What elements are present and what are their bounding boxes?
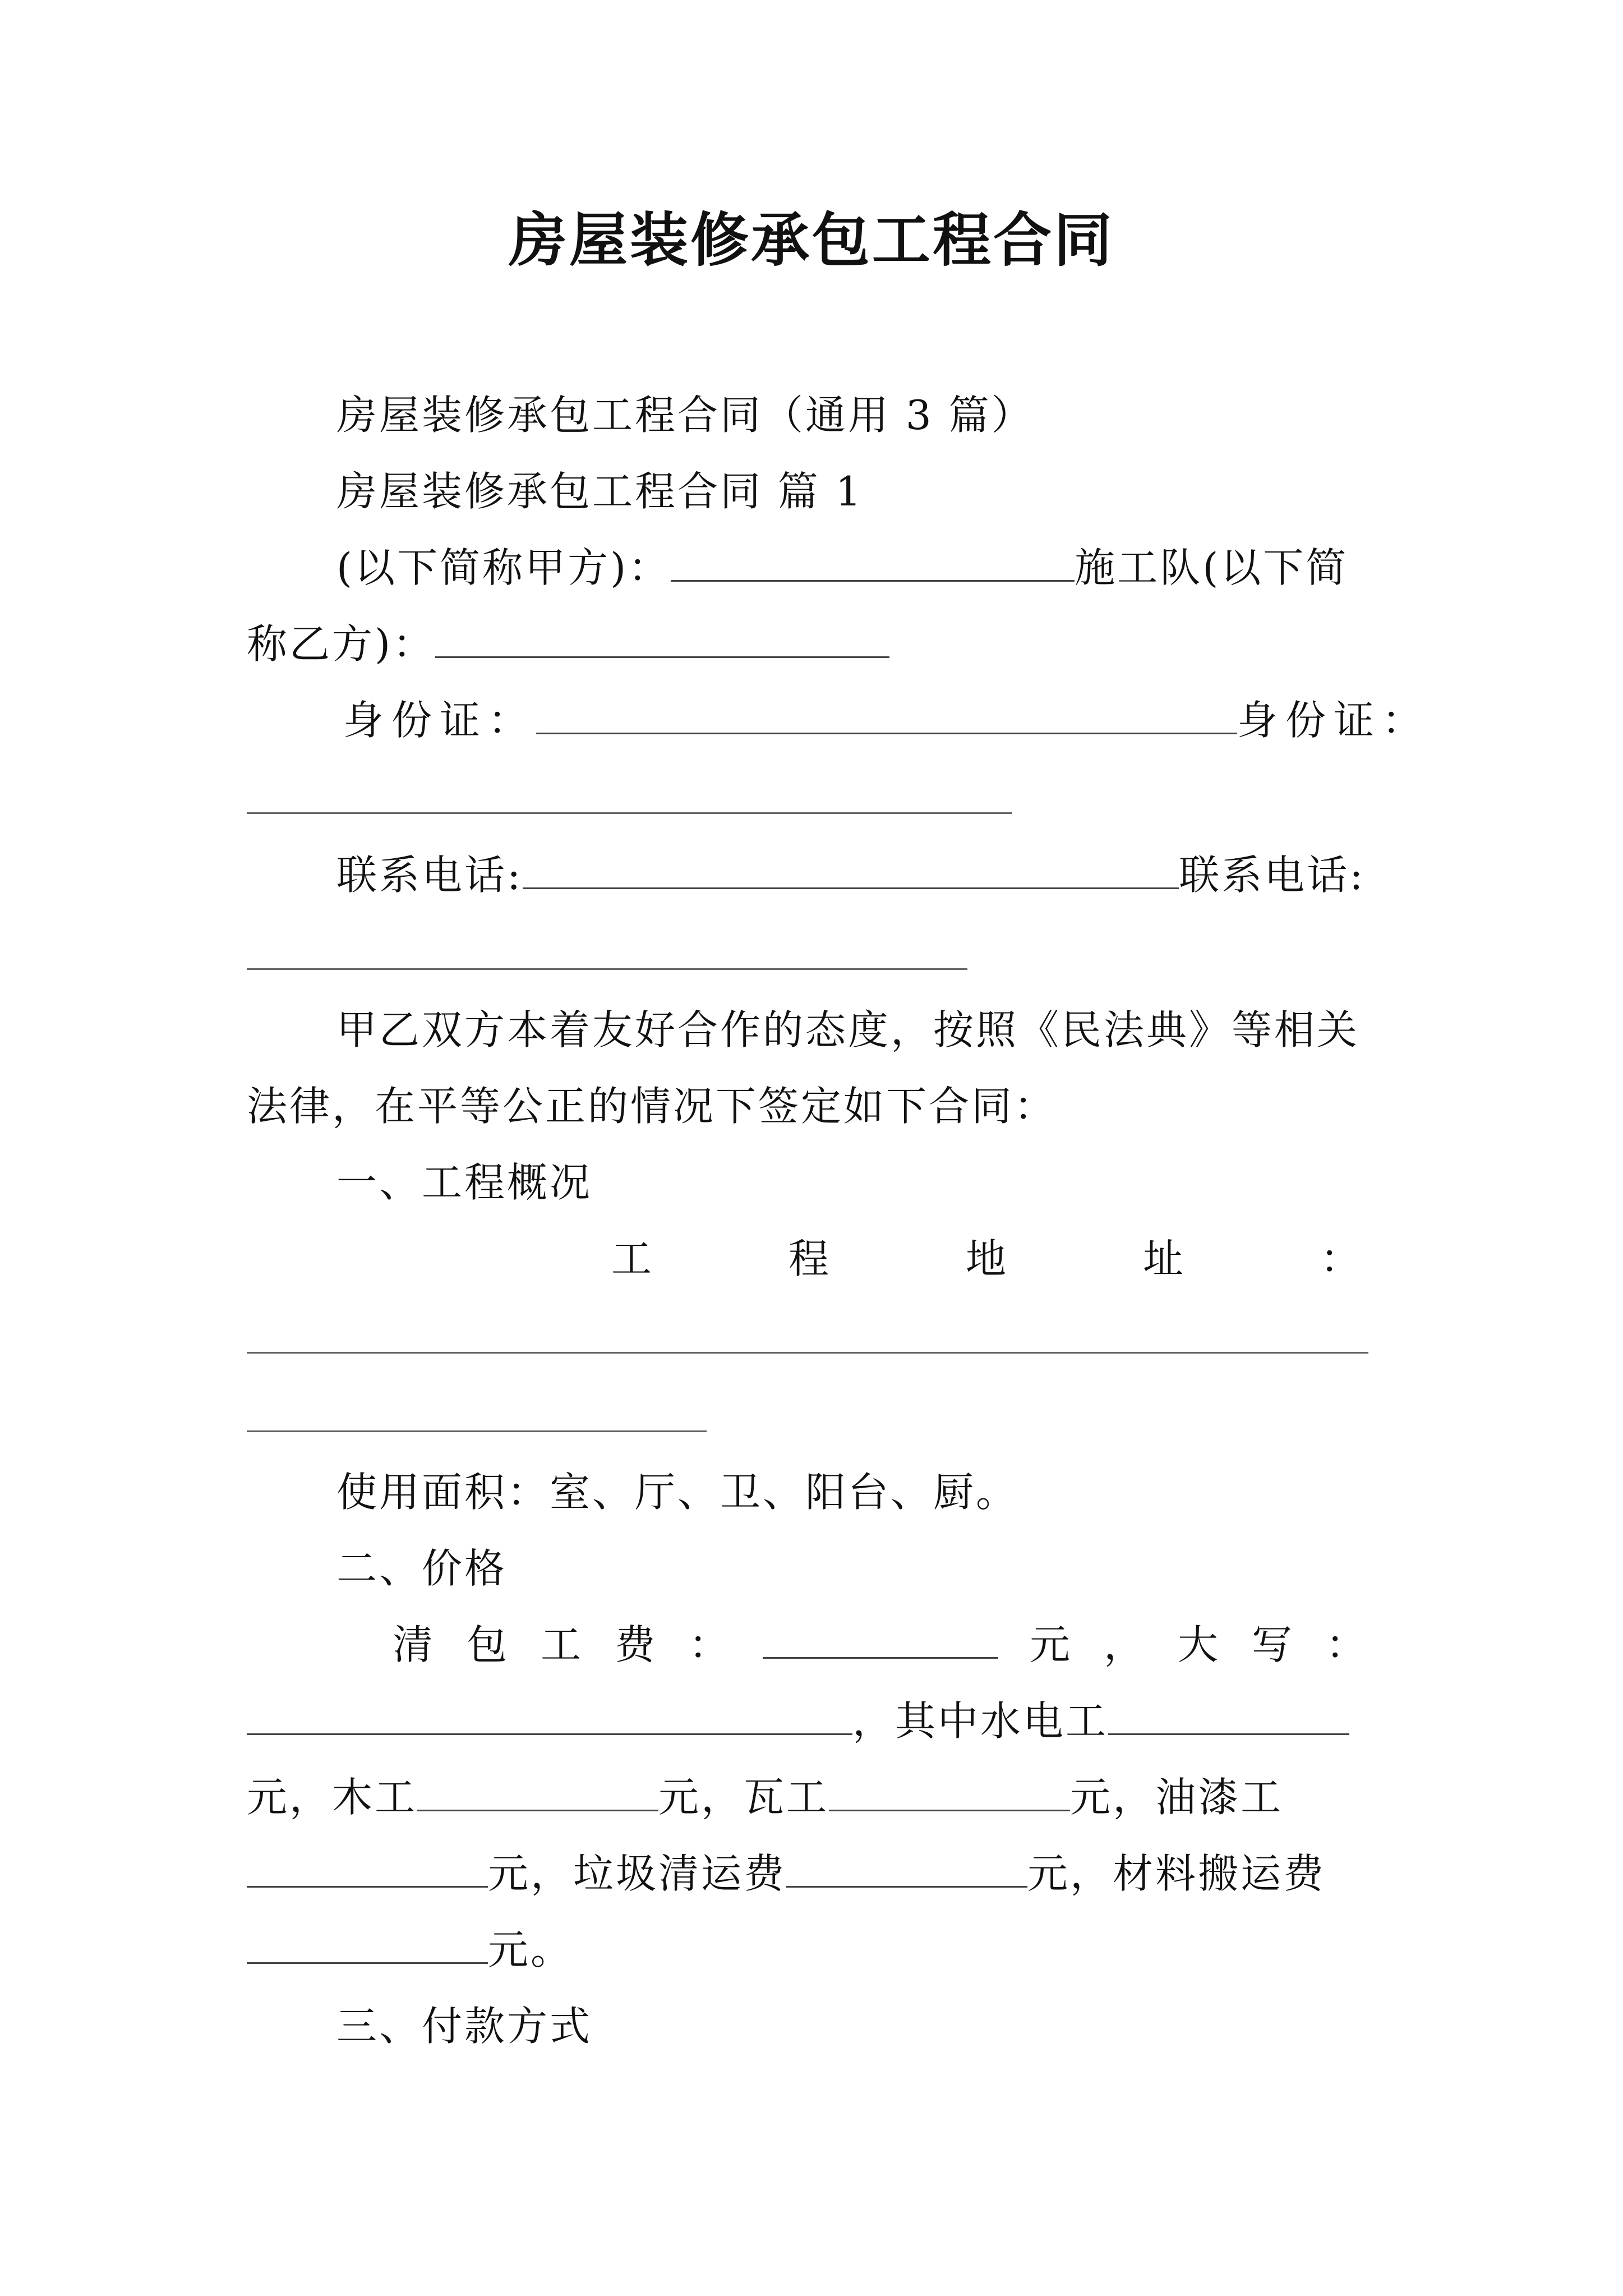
party-b-line: [247, 616, 889, 672]
daxie-char: 大: [1177, 1621, 1220, 1668]
price-char: ：: [689, 1621, 732, 1668]
id-label-b: 身份证：: [1237, 697, 1431, 744]
phone-label-a: 联系电话:: [336, 852, 523, 899]
address-blank-1[interactable]: [247, 1352, 1368, 1354]
id-label-a: 身份证：: [343, 697, 537, 744]
party-line: [336, 540, 1348, 596]
carpentry-label: 木工: [332, 1774, 418, 1821]
labor-line: [247, 1769, 1283, 1825]
material-blank[interactable]: [247, 1930, 488, 1964]
daxie-line: [247, 1693, 1349, 1749]
fees-line: [247, 1846, 1326, 1902]
heading-3: 三、付款方式: [336, 2003, 593, 2050]
price-blank[interactable]: [763, 1625, 998, 1659]
heading-2: 二、价格: [336, 1545, 508, 1592]
address-char: 程: [788, 1235, 831, 1282]
daxie-char: 写: [1251, 1621, 1294, 1668]
party-b-prefix: 施工队(以下简: [1075, 544, 1349, 591]
price-char: 清: [393, 1621, 436, 1668]
party-b-suffix: 称乙方)：: [247, 620, 436, 668]
price-line: [393, 1617, 1368, 1673]
id-b-blank[interactable]: [247, 812, 1012, 814]
daxie-blank[interactable]: [247, 1701, 852, 1735]
phone-label-b: 联系电话:: [1179, 852, 1366, 899]
address-char: 址: [1142, 1235, 1186, 1282]
phone-b-blank[interactable]: [247, 968, 967, 970]
yuan-comma: 元，: [247, 1774, 333, 1821]
price-char: 费: [615, 1621, 658, 1668]
price-char: 工: [541, 1621, 584, 1668]
party-a-blank[interactable]: [671, 547, 1075, 582]
area-line: 使用面积：室、厅、卫、阳台、厨。: [336, 1469, 1019, 1516]
material-label: 元，材料搬运费: [1027, 1850, 1326, 1897]
address-char: 地: [965, 1235, 1008, 1282]
daxie-char: ：: [1325, 1621, 1368, 1668]
price-char: 包: [467, 1621, 510, 1668]
party-b-blank[interactable]: [435, 624, 889, 658]
heading-1: 一、工程概况: [336, 1159, 593, 1206]
phone-a-blank[interactable]: [523, 855, 1179, 889]
paint-blank[interactable]: [247, 1853, 488, 1888]
address-label: [611, 1231, 1363, 1287]
price-comma: ，: [1103, 1621, 1146, 1668]
water-elec-label: ，其中水电工: [852, 1697, 1109, 1745]
preamble-line-2: 法律，在平等公正的情况下签定如下合同：: [247, 1083, 1057, 1130]
garbage-label: 元，垃圾清运费: [488, 1850, 787, 1897]
yuan-comma: 元，: [1070, 1774, 1156, 1821]
address-char: ：: [1320, 1235, 1363, 1282]
id-line: [343, 692, 1430, 748]
document-title: 房屋装修承包工程合同: [508, 205, 1114, 274]
water-elec-blank[interactable]: [1108, 1701, 1349, 1735]
yuan-end: 元。: [488, 1926, 574, 1973]
party-a-label: (以下简称甲方)：: [336, 544, 671, 591]
id-a-blank[interactable]: [536, 700, 1237, 734]
preamble-line-1: 甲乙双方本着友好合作的态度，按照《民法典》等相关: [336, 1006, 1360, 1053]
garbage-blank[interactable]: [786, 1853, 1027, 1888]
address-char: 工: [611, 1235, 654, 1282]
section-heading: 房屋装修承包工程合同 篇 1: [336, 468, 864, 515]
phone-line: [336, 847, 1366, 903]
carpentry-blank[interactable]: [417, 1777, 658, 1811]
tile-label: 瓦工: [744, 1774, 829, 1821]
paint-label: 油漆工: [1155, 1774, 1284, 1821]
address-blank-2[interactable]: [247, 1430, 707, 1432]
price-yuan: 元: [1029, 1621, 1072, 1668]
yuan-comma: 元，: [658, 1774, 744, 1821]
tile-blank[interactable]: [829, 1777, 1070, 1811]
subtitle: 房屋装修承包工程合同（通用 3 篇）: [336, 392, 1034, 439]
material-line: [247, 1922, 573, 1978]
